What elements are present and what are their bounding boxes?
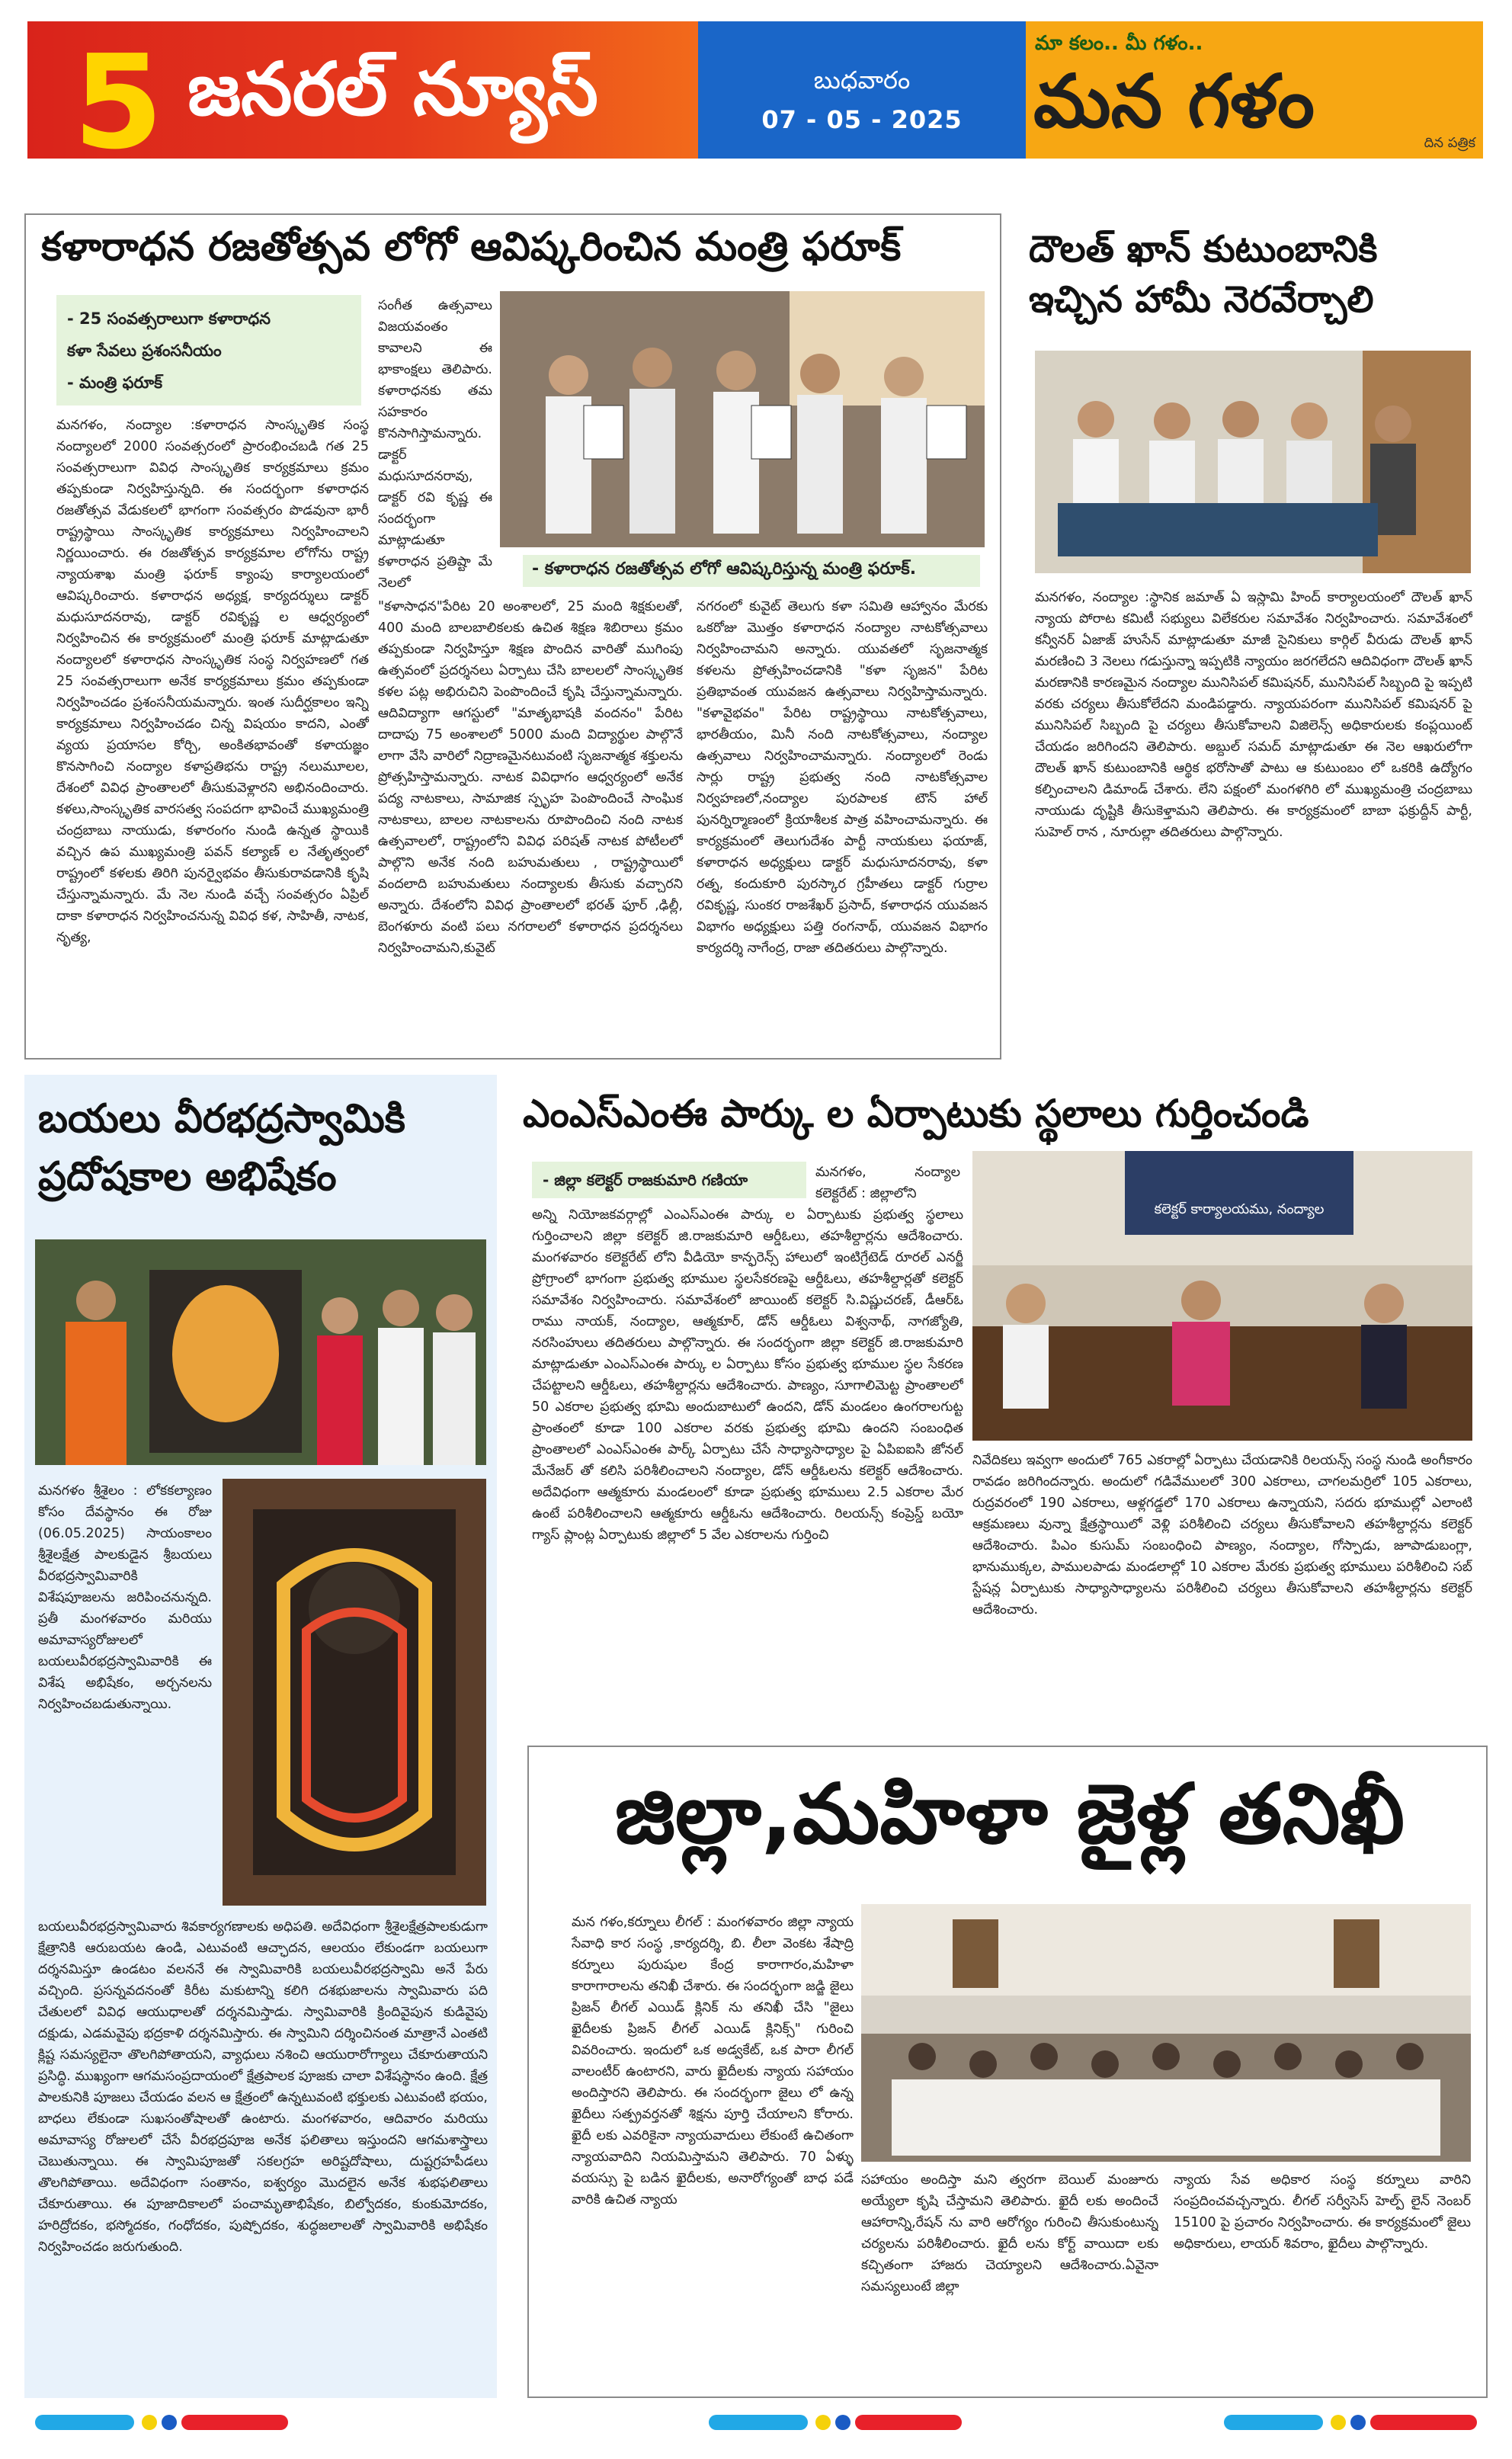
- article-body-col1: మనగళం, నంద్యాల :కళారాధన సాంస్కృతిక సంస్థ నంద్యాలలో 2000 సంవత్సరంలో ప్రారంభించబడి గత 25 సంవత్సరాలుగా వివిధ సాంస్కృతిక కార్యక్రమాలు క్రమం తప్పకుండా నిర్వహిస్తున్నది. ఈ సందర్భంగా కళారాధన రజతోత్సవ వేడుకలలో భాగంగా సంవత్సరం పొడవునా భారీ రాష్ట్రస్థాయి సాంస్కృతిక కార్యక్రమాలు నిర్వహించాలని నిర్ణయించారు. ఈ రజతోత్సవ కార్యక్రమాల లోగోను రాష్ట్ర న్యాయశాఖ మంత్రి ఫరూక్ క్యాంపు కార్యాలయంలో ఆవిష్కరించారు. కళారాధన అధ్యక్ష, కార్యదర్శులు డాక్టర్ మధుసూదనరావు, డాక్టర్ రవికృష్ణ ల ఆధ్వర్యంలో నిర్వహించిన ఈ కార్యక్రమంలో మంత్రి ఫరూక్ మాట్లాడుతూ నంద్యాలలో కళారాధన సాంస్కృతిక సంస్థ నిర్వహణలో గత 25 సంవత్సరాలుగా అనేక కార్యక్రమాలు క్రమం తప్పకుండా నిర్వహించడం ప్రశంసనీయమన్నారు. ఇంత సుదీర్ఘకాలం ఇన్ని కార్యక్రమాలు నిర్వహించడం చిన్న విషయం కాదని, ఎంతో వ్యయ ప్రయాసల కోర్చి, అంకితభావంతో కళాయజ్ఞం కొనసాగించి నంద్యాల కళాప్రతిభను రాష్ట్ర నలుమూలల, దేశంలో వివిధ ప్రాంతాలలో తీసుకువెళ్లారని అభినందించారు. కళలు,సాంస్కృతిక వారసత్వ సంపదగా భావించే ముఖ్యమంత్రి చంద్రబాబు నాయుడు, కళారంగం నుండి ఉన్నత స్థాయికి వచ్చిన ఉప ముఖ్యమంత్రి పవన్ కల్యాణ్ ల నేతృత్వంలో రాష్ట్రంలో కళలకు తిరిగి పునర్వైభవం తీసుకురావడానికి కృషి చేస్తున్నామన్నారు. మే నెల నుండి వచ్చే సంవత్సరం ఏప్రిల్ దాకా కళారాధన నిర్వహించనున్న వివిధ కళ, సాహితీ, నాటక, నృత్య,: [56, 418, 369, 945]
- photo-placeholder: [972, 1151, 1472, 1441]
- issue-date: 07 - 05 - 2025: [761, 105, 963, 134]
- masthead: [0, 0, 1512, 183]
- footer-dash-red: [855, 2415, 962, 2430]
- article-body-left: మన గళం,కర్నూలు లీగల్ : మంగళవారం జిల్లా న్యాయ సేవాధి కార సంస్థ ,కార్యదర్శి, బి. లీలా వెంకట శేషాద్రి కర్నూలు పురుషుల కేంద్ర కారాగారం,మహిళా కారాగారాలను తనిఖీ చేశారు. ఈ సందర్భంగా జడ్జి జైలు ప్రిజన్ లీగల్ ఎయిడ్ క్లినిక్ ను తనిఖీ చేసి "జైలు ఖైదీలకు ప్రిజన్ లీగల్ ఎయిడ్ క్లినిక్స్" గురించి వివరించారు. ఇందులో ఒక అడ్వకేట్, ఒక పారా లీగల్ వాలంటీర్ ఉంటారని, వారు ఖైదీలకు న్యాయ సహాయం అందిస్తారని తెలిపారు. ఈ సందర్భంగా జైలు లో ఉన్న ఖైదీలు సత్ప్రవర్తనతో శిక్షను పూర్తి చేయాలని కోరారు. ఖైదీ లకు ఎవరికైనా న్యాయవాదులు లేకుంటే ఉచితంగా న్యాయవాదిని నియమిస్తామని తెలిపారు. 70 ఏళ్ళు వయస్సు పై బడిన ఖైదీలకు, అనారోగ్యంతో బాధ పడే వారికి ఉచిత న్యాయ: [572, 1915, 854, 2207]
- article-body-right: నివేదికలు ఇవ్వగా అందులో 765 ఎకరాల్లో ఏర్పాటు చేయడానికి రిలయన్స్ సంస్థ నుండి అంగీకారం రావడం జరిగిందన్నారు. అందులో గడివేములలో 300 ఎకరాలు, చాగలమర్రిలో 105 ఎకరాలు, రుద్రవరంలో 190 ఎకరాలు, ఆళ్లగడ్డలో 170 ఎకరాలు ఉన్నాయని, సదరు భూముల్లో ఎలాంటి ఆక్రమణలు వున్నా క్షేత్రస్థాయిలో వెళ్లి పరిశీలించి చర్యలు తీసుకోవాలని తహశీల్దార్లను కలెక్టర్ ఆదేశించారు. పిఎం కుసుమ్ సంబంధించి పాణ్యం, నంద్యాల, గోస్పాడు, జూపాడుబంగ్లా, భానుముక్కల, పాములపాడు మండలాల్లో 10 ఎకరాల మేరకు ప్రభుత్వ భూములు పరిశీలించి సబ్ స్టేషన్ల ఏర్పాటుకు సాధ్యాసాధ్యాలను పరిశీలించి చర్యలు తీసుకోవాలని తహశీల్దార్లను కలెక్టర్ ఆదేశించారు.: [972, 1453, 1472, 1617]
- photo-placeholder: [500, 291, 985, 547]
- brand-name: మన గళం: [1033, 59, 1315, 144]
- article-dateline: మనగళం, నంద్యాల కలెక్టరేట్ : జిల్లాలోని: [815, 1165, 960, 1201]
- footer-dash-red: [181, 2415, 288, 2430]
- article-jail-inspection: [527, 1746, 1488, 2398]
- article-body-col4: నగరంలో కువైట్ తెలుగు కళా సమితి ఆహ్వానం మేరకు ఒకరోజు మొత్తం కళారాధన నంద్యాల నాటకోత్సవాలు నిర్వహించామని అన్నారు. యువతలో సృజనాత్మక కళలను ప్రోత్సహించడానికి "కళా సృజన" పేరిట ప్రతిభావంత యువజన ఉత్సవాలు నిర్వహిస్తామన్నారు. "కళావైభవం" పేరిట రాష్ట్రస్థాయి నాటకోత్సవాలు, భారతీయం, మినీ నంది నాటకోత్సవాలు, నంద్యాల ఉత్సవాలు నిర్వహించామన్నారు. నంద్యాలలో రెండు సార్లు రాష్ట్ర ప్రభుత్వ నంది నాటకోత్సవాల నిర్వహణలో,నంద్యాల పురపాలక టౌన్ హాల్ పునర్నిర్మాణంలో క్రియాశీలక పాత్ర వహించామన్నారు. ఈ కార్యక్రమంలో తెలుగుదేశం పార్టీ నాయకులు ఫయాజ్, కళారాధన అధ్యక్షులు డాక్టర్ మధుసూదనరావు, కళా రత్న, కందుకూరి పురస్కార గ్రహీతలు డాక్టర్ గుర్రాల రవికృష్ణ, సుంకర రాజశేఖర్ ప్రసాద్, కళారాధన యువజన విభాగం అధ్యక్షులు పత్తి రంగనాథ్, యువజన విభాగం కార్యదర్శి నాగేంద్ర, రాజా తదితరులు పాల్గొన్నారు.: [697, 599, 988, 956]
- news-photo: [35, 1239, 486, 1465]
- article-body-right: న్యాయ సేవ అధికార సంస్థ కర్నూలు వారిని సంప్రదించవచ్చన్నారు. లీగల్ సర్వీసెస్ హెల్ప్ లైన్ నెంబర్ 15100 పై ప్రచారం నిర్వహించారు. ఈ కార్యక్రమంలో జైలు అధికారులు, లాయర్ శివరాం, ఖైదీలు పాల్గొన్నారు.: [1174, 2172, 1471, 2252]
- photo-placeholder: [1035, 351, 1471, 573]
- article-title: ఎంఎస్ఎంఈ పార్కు ల ఏర్పాటుకు స్థలాలు గుర్తించండి: [523, 1092, 1309, 1136]
- news-photo: [861, 1904, 1471, 2162]
- article-title: దౌలత్ ఖాన్ కుటుంబానికి ఇచ్చిన హామీ నెరవేర్చాలి: [1029, 228, 1378, 321]
- article-msme-parks: [511, 1075, 1488, 1730]
- weekday: బుధవారం: [813, 66, 911, 95]
- footer-dot-yellow: [1331, 2415, 1346, 2430]
- page-number: 5: [73, 27, 164, 178]
- article-daulat-khan: [1014, 213, 1488, 1060]
- footer-dot-yellow: [142, 2415, 157, 2430]
- footer-dot-yellow: [815, 2415, 831, 2430]
- photo-placeholder: [861, 1904, 1471, 2162]
- footer-dot-navy: [162, 2415, 177, 2430]
- footer-dot-navy: [835, 2415, 850, 2430]
- article-title: కళారాధన రజతోత్సవ లోగో ఆవిష్కరించిన మంత్రి ఫరూక్: [41, 224, 902, 270]
- news-photo: [500, 291, 985, 547]
- highlight-line: కళా సేవలు ప్రశంసనీయం: [67, 341, 222, 360]
- footer-dash-blue: [1224, 2415, 1323, 2430]
- brand-tagline: మా కలం.. మీ గళం..: [1035, 32, 1203, 55]
- highlight-line: - మంత్రి ఫరూక్: [67, 373, 163, 392]
- footer-dash-blue: [709, 2415, 808, 2430]
- highlight-box: [56, 295, 361, 406]
- highlight-box: - జిల్లా కలెక్టర్ రాజకుమారి గణియా: [532, 1162, 806, 1198]
- photo-caption: - కళారాధన రజతోత్సవ లోగో ఆవిష్కరిస్తున్న మంత్రి ఫరూక్.: [523, 555, 980, 587]
- brand-subtitle: దిన పత్రిక: [1424, 135, 1475, 151]
- photo-banner-text: కలెక్టర్ కార్యాలయము, నంద్యాల: [1154, 1201, 1325, 1217]
- photo-placeholder: [35, 1239, 486, 1465]
- article-body: బయలువీరభద్రస్వామివారు శివకార్యగణాలకు అధిపతి. అదేవిధంగా శ్రీశైలక్షేత్రపాలకుడుగా క్షేత్రానికి ఆరుబయట ఉండి, ఎటువంటి ఆచ్ఛాదన, ఆలయం లేకుండగా బయలుగా దర్శనమిస్తూ ఉండటం వలననే ఈ స్వామివారికి బయలువీరభద్రస్వామి అనే పేరు వచ్చింది. ప్రసన్నవదనంతో కిరీట మకుటాన్ని కలిగి దశభుజాలను స్వామివారు పది చేతులలో వివిధ ఆయుధాలతో దర్శనమిస్తాడు. స్వామివారికి క్రిందివైపున కుడివైపు దక్షుడు, ఎడమవైపు భద్రకాళి దర్శనమిస్తారు. ఈ స్వామిని దర్శించినంత మాత్రానే ఎంతటి క్లిష్ట సమస్యలైనా తొలగిపోతాయని, వ్యాధులు నశించి ఆయురారోగ్యాలు చేకూరుతాయని ప్రసిద్ధి. ముఖ్యంగా ఆగమసంప్రదాయంలో క్షేత్రపాలక పూజకు చాలా విశేషస్థానం ఉంది. క్షేత్ర పాలకునికి పూజలు చేయడం వలన ఆ క్షేత్రంలో ఉన్నటువంటి భక్తులకు ఎటువంటి భయం, బాధలు లేకుండా సుఖసంతోషాలతో ఉంటారు. మంగళవారం, ఆదివారం మరియు అమావాస్య రోజులలో చేసే వీరభద్రపూజ అనేక ఫలితాలు ఇస్తుందని ఆగమశాస్త్రాలు చెబుతున్నాయి. ఈ స్వామిపూజతో సకలగ్రహ అరిష్టదోషాలు, దుష్టగ్రహపీడలు తొలగిపోతాయి. అదేవిధంగా సంతానం, ఐశ్వర్యం మొదలైన అనేక శుభఫలితాలు చేకూరుతాయి. ఈ పూజాదికాలలో పంచామృతాభిషేకం, బిల్వోదకం, కుంకుమోదకం, హరిద్రోదకం, భస్మోదకం, గంధోదకం, పుష్పోదకం, శుద్ధజలాలతో స్వామివారికి అభిషేకం నిర్వహించడం జరుగుతుంది.: [38, 1919, 488, 2255]
- deity-photo: [223, 1479, 486, 1906]
- news-photo: [1035, 351, 1471, 573]
- article-body-col2: సంగీత ఉత్సవాలు విజయవంతం కావాలని ఈ భాకాంక్షలు తెలిపారు. కళారాధనకు తమ సహకారం కొనసాగిస్తామన్నారు. డాక్టర్ మధుసూదనరావు, డాక్టర్ రవి కృష్ణ ఈ సందర్భంగా మాట్లాడుతూ కళారాధన ప్రతిష్టా మే నెలలో: [378, 298, 492, 591]
- brand-logo: [1026, 21, 1483, 159]
- article-body-narrow: మనగళం శ్రీశైలం : లోకకల్యాణం కోసం దేవస్థానం ఈ రోజు (06.05.2025) సాయంకాలం శ్రీశైలక్షేత్ర పాలకుడైన శ్రీబయలు వీరభద్రస్వామివారికి విశేషపూజలను జరిపించనున్నది. ప్రతీ మంగళవారం మరియు అమావాస్యరోజులలో బయలువీరభద్రస్వామివారికి ఈ విశేష అభిషేకం, అర్చనలను నిర్వహించబడుతున్నాయి.: [38, 1483, 212, 1712]
- article-body-mid: సహాయం అందిస్తా మని త్వరగా బెయిల్ మంజూరు అయ్యేలా కృషి చేస్తామని తెలిపారు. ఖైదీ లకు అందించే ఆహారాన్ని,రేషన్ ను వారి ఆరోగ్యం గురించి తీసుకుంటున్న చర్యలను పరిశీలించారు. ఖైదీ లను కోర్ట్ వాయిదా లకు కచ్చితంగా హాజరు చెయ్యాలని ఆదేశించారు.ఏవైనా సమస్యలుంటే జిల్లా: [861, 2172, 1158, 2294]
- article-title: బయలు వీరభద్రస్వామికి ప్రదోషకాల అభిషేకం: [38, 1096, 405, 1200]
- section-name: జనరల్ న్యూస్: [187, 46, 598, 132]
- highlight-line: - 25 సంవత్సరాలుగా కళారాధన: [67, 309, 271, 328]
- article-title: జిల్లా,మహిళా జైళ్ల తనిఖీ: [614, 1767, 1405, 1862]
- date-panel: [698, 21, 1026, 159]
- photo-placeholder: [223, 1479, 486, 1906]
- article-body: అన్ని నియోజకవర్గాల్లో ఎంఎస్ఎంఈ పార్కు ల ఏర్పాటుకు ప్రభుత్వ స్థలాలు గుర్తించాలని జిల్లా కలెక్టర్ జి.రాజకుమారి ఆర్డీఓలు, తహశీల్దార్లను ఆదేశించారు. మంగళవారం కలెక్టరేట్ లోని వీడియో కాన్ఫరెన్స్ హాలులో ఇంటిగ్రేటెడ్ రూరల్ ఎనర్జీ ప్రోగ్రాంలో భాగంగా ప్రభుత్వ భూముల స్థలసేకరణపై ఆర్డీఓలు, తహశీల్దార్లతో కలెక్టర్ సమావేశం నిర్వహించారు. సమావేశంలో జాయింట్ కలెక్టర్ సి.విష్ణుచరణ్, డీఆర్ఓ రాము నాయక్, నంద్యాల, ఆత్మకూర్, డోన్ ఆర్డీఓలు విశ్వనాథ్, నాగజ్యోతి, నరసింహులు తదితరులు పాల్గొన్నారు. ఈ సందర్భంగా జిల్లా కలెక్టర్ జి.రాజకుమారి మాట్లాడుతూ ఎంఎస్ఎంఈ పార్కు ల ఏర్పాటు కోసం ప్రభుత్వ భూముల స్థల సేకరణ చేపట్టాలని ఆర్డీఓలు, తహశీల్దార్లను ఆదేశించారు. పాణ్యం, సూగాలిమెట్ట ప్రాంతాలలో 50 ఎకరాల ప్రభుత్వ భూమి అందుబాటులో ఉందని, డోన్ మండలం ఉంగరాలగుట్ట ప్రాంతంలో కూడా 100 ఎకరాల వరకు ప్రభుత్వ భూమి ఉందని సంబంధిత ప్రాంతాలలో ఎంఎస్ఎంఈ పార్క్ ఏర్పాటు చేసే సాధ్యాసాధ్యాల పై ఏపిఐఐసి జోనల్ మేనేజర్ తో కలిసి పరిశీలించాలని నంద్యాల, డోన్ ఆర్డీఓలను కలెక్టర్ ఆదేశించారు. అదేవిధంగా ఆత్మకూరు మండలంలో కూడా ప్రభుత్వ భూములు 2.5 ఎకరాల మేర ఉంటే పరిశీలించాలని ఆత్మకూరు ఆర్డీఓను ఆదేశించారు. రిలయన్స్ కంప్రెస్డ్ బయో గ్యాస్ ప్లాంట్ల ఏర్పాటుకు జిల్లాలో 5 వేల ఎకరాలను గుర్తించి: [532, 1207, 963, 1543]
- news-photo: [972, 1151, 1472, 1441]
- footer-dash-blue: [35, 2415, 134, 2430]
- footer-dash-red: [1370, 2415, 1477, 2430]
- section-banner: [27, 21, 698, 178]
- article-veerabhadra: [24, 1075, 497, 2398]
- article-body-col3: "కళాసాధన"పేరిట 20 అంశాలలో, 25 మంది శిక్షకులతో, 400 మంది బాలబాలికలకు ఉచిత శిక్షణ శిబిరాలు క్రమం తప్పకుండా నిర్వహిస్తూ శిక్షణ పొందిన వారితో ముగింపు ఉత్సవంలో ప్రదర్శనలు ఏర్పాటు చేసి బాలలలో సాంస్కృతిక కళల పట్ల అభిరుచిని పెంపొందించే కృషి చేస్తున్నామన్నారు. ఆదివిద్యాగా ఆగస్టులో "మాతృభాషకి వందనం" పేరిట దాదాపు 75 అంశాలలో 5000 మంది విద్యార్థుల పాల్గొనే లాగా వేసి వారిలో నిద్రాణమైనటువంటి సృజనాత్మక శక్తులను ప్రోత్సహిస్తామన్నారు. నాటక వివిధాగం ఆధ్వర్యంలో అనేక పద్య నాటకాలు, సామాజిక స్పృహ పెంపొందించే సాంఘిక నాటకాలు, బాలల నాటకాలను రూపొందించి నంది నాటక ఉత్సవాలలో, రాష్ట్రంలోని వివిధ పరిషత్ నాటక పోటీలలో పాల్గొని అనేక నంది బహుమతులు , రాష్ట్రస్థాయిలో వందలాది బహుమతులు నంద్యాలకు తీసుకు వచ్చారని అన్నారు. దేశంలోని వివిధ ప్రాంతాలలో భరత్ ఫూర్ ,ఢిల్లీ, బెంగళూరు వంటి పలు నగరాలలో కళారాధన ప్రదర్శనలు నిర్వహించామని,కువైట్: [378, 599, 683, 956]
- article-kalaradhana: [24, 213, 1001, 1060]
- article-body: మనగళం, నంద్యాల :స్థానిక జమాత్ ఏ ఇస్లామి హింద్ కార్యాలయంలో దౌలత్ ఖాన్ న్యాయ పోరాట కమిటీ సభ్యులు విలేకరుల సమావేశం నిర్వహించారు. సమావేశంలో కన్వీనర్ ఏజాజ్ హుసేన్ మాట్లాడుతూ మాజీ సైనికులు కార్గిల్ వీరుడు దౌలత్ ఖాన్ మరణించి 3 నెలలు గడుస్తున్నా ఇప్పటికి న్యాయం జరగలేదని ఆదివిధంగా దౌలత్ ఖాన్ మరణానికి కారణమైన నంద్యాల మునిసిపల్ కమిషనర్, మునిసిపల్ సిబ్బంది పై ఇప్పటి వరకు చర్యలు తీసుకోలేదని మండిపడ్డారు. న్యాయపరంగా మునిసిపల్ కమిషనర్ పై మునిసిపల్ సిబ్బంది పై చర్యలు తీసుకోవాలని విజిలెన్స్ అధికారులకు కంప్లయింట్ చేయడం జరిగిందని తెలిపారు. అబ్దుల్ సమద్ మాట్లాడుతూ ఈ నెల ఆఖరులోగా దౌలత్ ఖాన్ కుటుంబానికి ఆర్థిక భరోసాతో పాటు ఆ కుటుంబం లో ఒకరికి ఉద్యోగం కల్పించాలని డిమాండ్ చేశారు. లేని పక్షంలో మంగళగిరి లో ముఖ్యమంత్రి చంద్రబాబు నాయుడు దృష్టికి తీసుకెళ్తామని తెలిపారు. ఈ కార్యక్రమంలో బాబా ఫక్రుద్దీన్ పార్టీ, సుహెల్ రాన , నూరుల్లా తదితరులు పాల్గొన్నారు.: [1035, 590, 1472, 840]
- footer-decoration: [0, 2409, 1512, 2439]
- footer-dot-navy: [1350, 2415, 1366, 2430]
